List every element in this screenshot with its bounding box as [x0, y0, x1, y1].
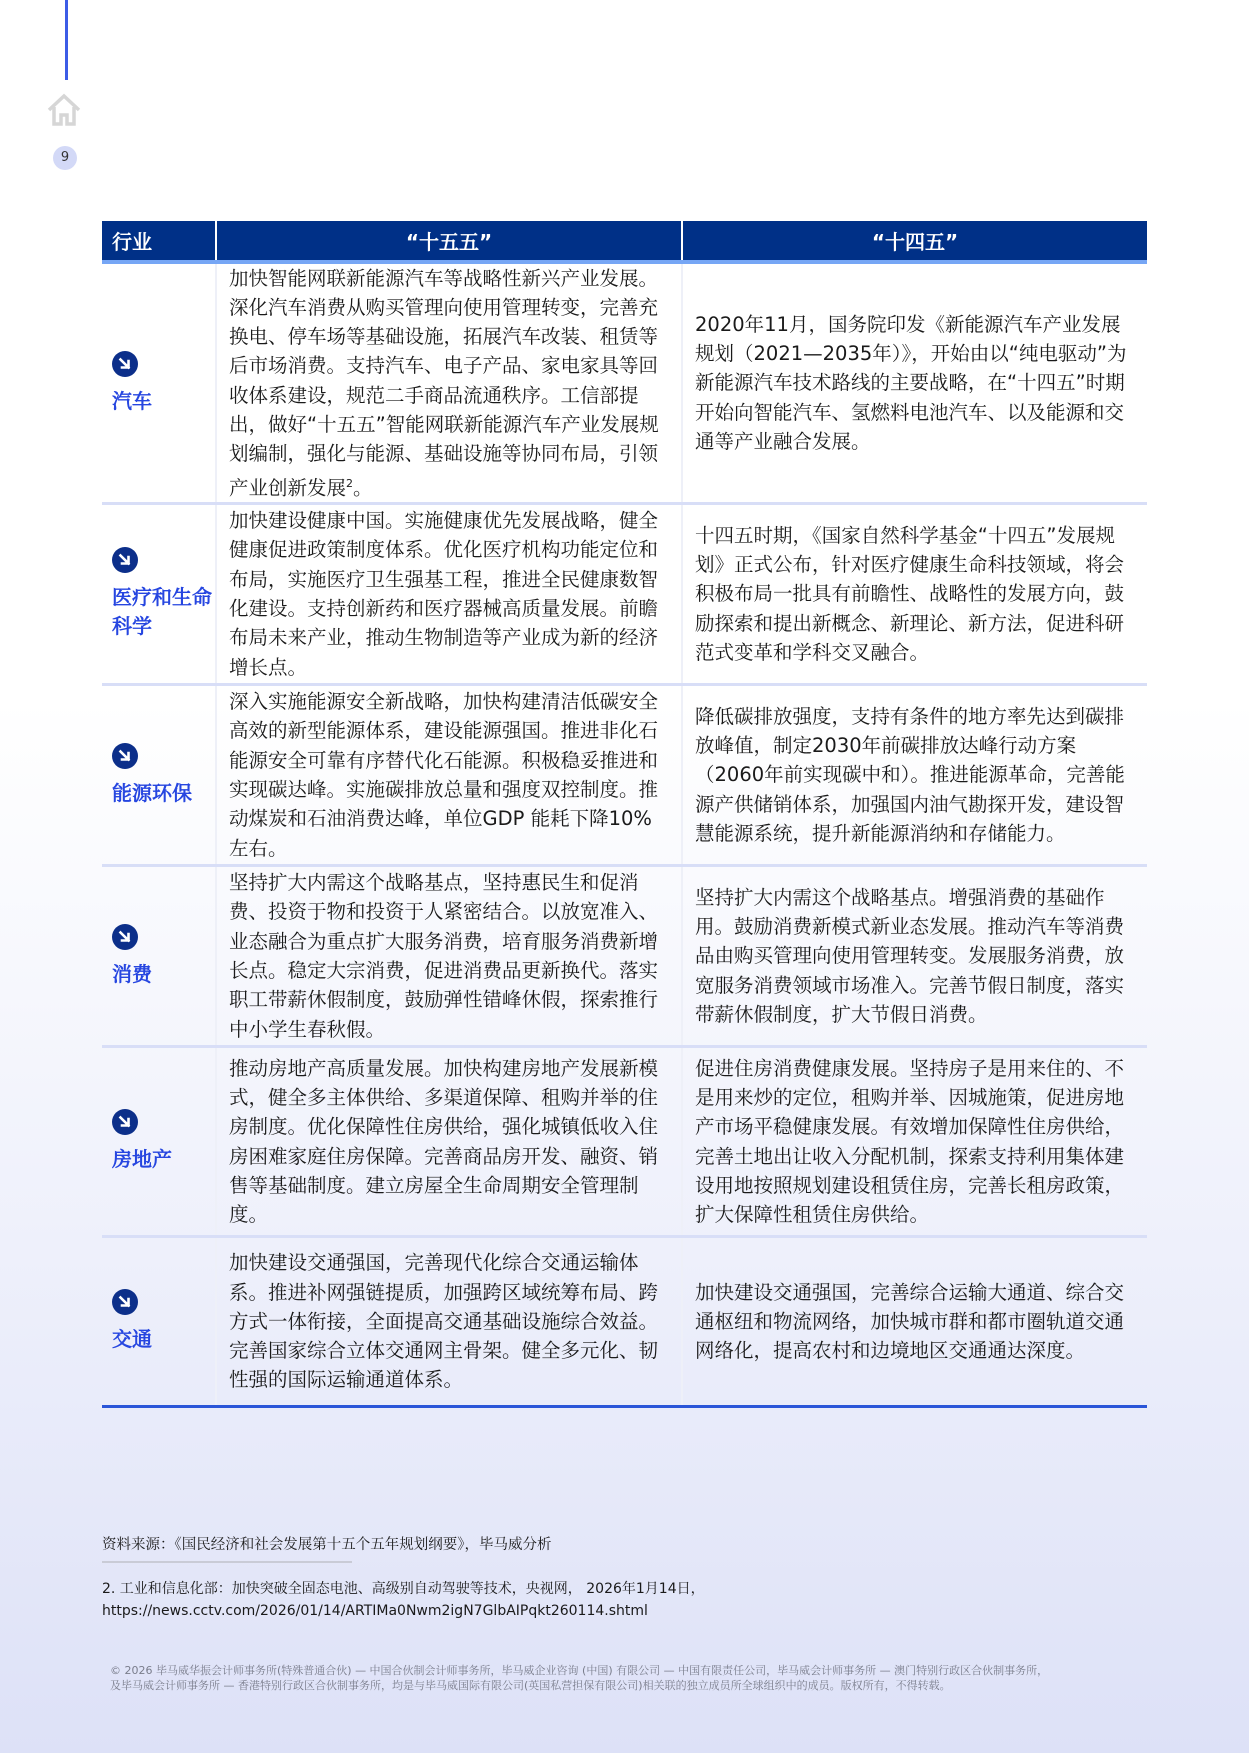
- arrow-down-right-circle-icon: [112, 547, 138, 573]
- copyright-line-2: 及毕马威会计师事务所 — 香港特别行政区合伙制事务所，均是与毕马威国际有限公司(英国私营担保有限公司)相关联的独立成员所全球组织中的成员。版权所有，不得转载。: [110, 1679, 951, 1692]
- arrow-down-right-circle-icon: [112, 743, 138, 769]
- copyright-notice: [110, 1663, 1140, 1693]
- header-14th-plan: “十四五”: [871, 230, 959, 254]
- arrow-down-right-circle-icon: [112, 1109, 138, 1135]
- plan15-text-wrap: [229, 264, 669, 503]
- industry-cell: [102, 1238, 217, 1405]
- side-accent-line: [65, 0, 68, 80]
- plan15-text: 推动房地产高质量发展。加快构建房地产发展新模式，健全多主体供给、多渠道保障、租购并举的住房制度。优化保障性住房供给，强化城镇低收入住房困难家庭住房保障。完善商品房开发、融资、销售等基础制度。建立房屋全生命周期安全管理制度。: [229, 1056, 659, 1227]
- footnote-ref[interactable]: 2: [346, 476, 354, 490]
- table-row: [102, 264, 1147, 505]
- plan14-cell: [683, 505, 1147, 683]
- plan15-text: 加快建设健康中国。实施健康优先发展战略，健全健康促进政策制度体系。优化医疗机构功能定位和布局，实施医疗卫生强基工程，推进全民健康数智化建设。支持创新药和医疗器械高质量发展。前瞻布局未来产业，推动生物制造等产业成为新的经济增长点。: [229, 509, 659, 679]
- footnote-link[interactable]: https://news.cctv.com/2026/01/14/ARTIMa0Nwm2igN7GlbAIPqkt260114.shtml: [102, 1603, 648, 1619]
- header-industry: 行业: [102, 221, 217, 260]
- plan14-cell: [683, 1238, 1147, 1405]
- table-row: [102, 1048, 1147, 1238]
- source-note: 资料来源：《国民经济和社会发展第十五个五年规划纲要》，毕马威分析: [102, 1537, 552, 1553]
- industry-cell: [102, 505, 217, 683]
- industry-comparison-table: [102, 221, 1147, 1408]
- industry-cell: [102, 1048, 217, 1235]
- industry-label: 房地产: [112, 1147, 172, 1171]
- industry-label: 汽车: [112, 388, 152, 413]
- industry-cell: [102, 867, 217, 1045]
- plan15-cell: [217, 505, 683, 683]
- arrow-down-right-circle-icon: [112, 351, 138, 377]
- plan15-cell: [217, 264, 683, 502]
- plan14-text: 降低碳排放强度，支持有条件的地方率先达到碳排放峰值，制定2030年前碳排放达峰行动方案（2060年前实现碳中和）。推进能源革命，完善能源产供储销体系，加强国内油气勘探开发，建设智慧能源系统，提升新能源消纳和存储能力。: [695, 704, 1125, 845]
- plan15-text: 加快智能网联新能源汽车等战略性新兴产业发展。深化汽车消费从购买管理向使用管理转变，完善充换电、停车场等基础设施，拓展汽车改装、租赁等后市场消费。支持汽车、电子产品、家电家具等回收体系建设，规范二手商品流通秩序。工信部提出，做好“十五五”智能网联新能源汽车产业发展规划编制，强化与能源、基础设施等协同布局，引领产业创新发展: [229, 266, 659, 500]
- industry-label: 能源环保: [112, 780, 192, 805]
- home-icon[interactable]: [46, 93, 82, 127]
- plan14-text: 2020年11月，国务院印发《新能源汽车产业发展规划（2021—2035年）》，开始由以“纯电驱动”为新能源汽车技术路线的主要战略，在“十四五”时期开始向智能汽车、氢燃料电池汽车、以及能源和交通等产业融合发展。: [695, 312, 1127, 453]
- plan14-text: 坚持扩大内需这个战略基点。增强消费的基础作用。鼓励消费新模式新业态发展。推动汽车等消费品由购买管理向使用管理转变。发展服务消费，放宽服务消费领域市场准入。完善节假日制度，落实带薪休假制度，扩大节假日消费。: [695, 885, 1125, 1026]
- plan15-text: 深入实施能源安全新战略，加快构建清洁低碳安全高效的新型能源体系，建设能源强国。推进非化石能源安全可靠有序替代化石能源。积极稳妥推进和实现碳达峰。实施碳排放总量和强度双控制度。推动煤炭和石油消费达峰，单位GDP 能耗下降10%左右。: [229, 690, 659, 860]
- plan15-text-end: 。: [353, 476, 373, 500]
- arrow-down-right-circle-icon: [112, 1289, 138, 1315]
- plan14-text: 促进住房消费健康发展。坚持房子是用来住的、不是用来炒的定位，租购并举、因城施策，促进房地产市场平稳健康发展。有效增加保障性住房供给，完善土地出让收入分配机制，探索支持利用集体建设用地按照规划建设租赁住房，完善长租房政策，扩大保障性租赁住房供给。: [695, 1056, 1125, 1227]
- plan15-text: 加快建设交通强国，完善现代化综合交通运输体系。推进补网强链提质，加强跨区域统筹布局、跨方式一体衔接，全面提高交通基础设施综合效益。完善国家综合立体交通网主骨架。健全多元化、韧性强的国际运输通道体系。: [229, 1251, 659, 1392]
- plan14-cell: [683, 686, 1147, 864]
- industry-label: 消费: [112, 961, 152, 986]
- plan15-text: 坚持扩大内需这个战略基点，坚持惠民生和促消费、投资于物和投资于人紧密结合。以放宽准入、业态融合为重点扩大服务消费，培育服务消费新增长点。稳定大宗消费，促进消费品更新换代。落实职工带薪休假制度，鼓励弹性错峰休假，探索推行中小学生春秋假。: [229, 871, 659, 1041]
- footnote: [102, 1578, 705, 1622]
- table-row: [102, 867, 1147, 1048]
- table-header: [102, 221, 1147, 264]
- source-divider: [102, 1561, 352, 1563]
- table-row: [102, 1238, 1147, 1408]
- plan15-cell: [217, 867, 683, 1045]
- plan14-cell: [683, 867, 1147, 1045]
- plan14-text: 十四五时期，《国家自然科学基金“十四五”发展规划》正式公布，针对医疗健康生命科技领域，将会积极布局一批具有前瞻性、战略性的发展方向，鼓励探索和提出新概念、新理论、新方法，促进科研范式变革和学科交叉融合。: [695, 523, 1125, 664]
- industry-label: 医疗和生命科学: [112, 585, 212, 638]
- plan15-cell: [217, 1238, 683, 1405]
- plan14-cell: [683, 1048, 1147, 1235]
- industry-cell: [102, 264, 217, 502]
- industry-label: 交通: [112, 1327, 152, 1351]
- header-15th-plan: “十五五”: [217, 221, 683, 260]
- arrow-down-right-circle-icon: [112, 924, 138, 950]
- plan14-cell: [683, 264, 1147, 502]
- page-number: 9: [53, 146, 77, 170]
- plan15-cell: [217, 1048, 683, 1235]
- plan14-text: 加快建设交通强国，完善综合运输大通道、综合交通枢纽和物流网络，加快城市群和都市圈轨道交通网络化，提高农村和边境地区交通通达深度。: [695, 1280, 1125, 1363]
- footnote-text: 2. 工业和信息化部：加快突破全固态电池、高级别自动驾驶等技术，央视网， 2026年1月14日，: [102, 1581, 705, 1597]
- table-row: [102, 505, 1147, 686]
- plan15-cell: [217, 686, 683, 864]
- industry-cell: [102, 686, 217, 864]
- table-row: [102, 686, 1147, 867]
- copyright-line-1: © 2026 毕马威华振会计师事务所(特殊普通合伙) — 中国合伙制会计师事务所，毕马威企业咨询 (中国) 有限公司 — 中国有限责任公司，毕马威会计师事务所 — 澳门特别行政区合伙制事务所，: [110, 1664, 1049, 1677]
